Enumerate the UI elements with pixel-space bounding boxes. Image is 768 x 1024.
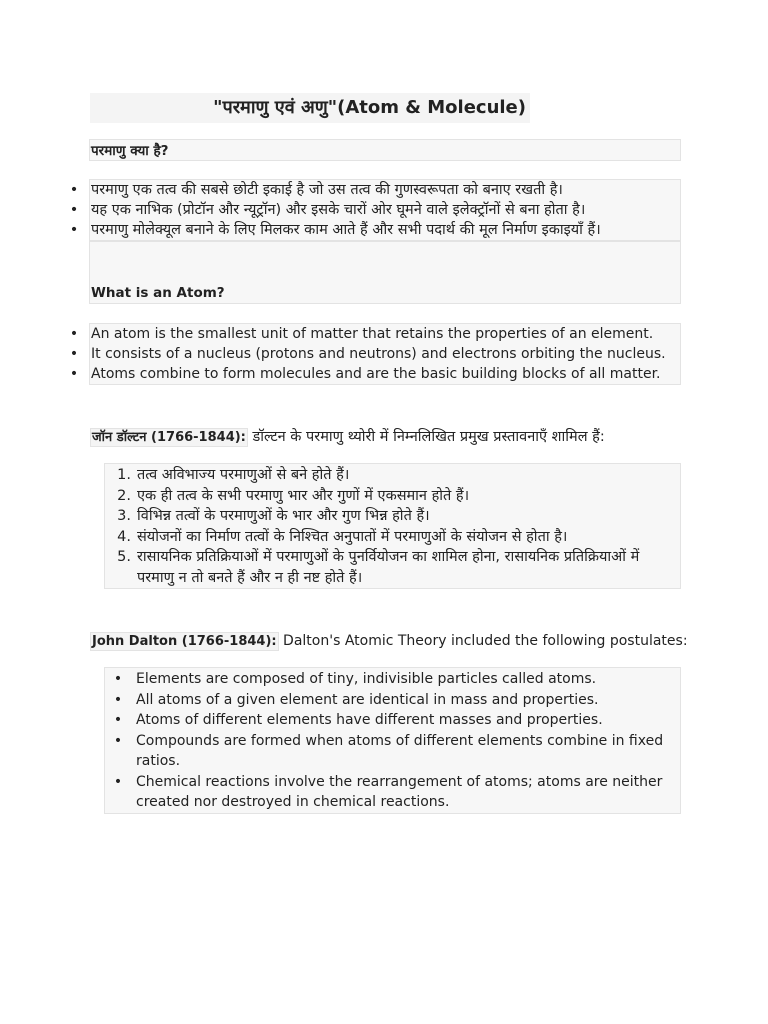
list-item: 5. रासायनिक प्रतिक्रियाओं में परमाणुओं के पुनर्वियोजन का शामिल होना, रासायनिक प्रतिक्रियाओं में परमाणु न तो बनते हैं और न ही नष्ट होते हैं।	[105, 547, 680, 588]
section-heading-english: What is an Atom?	[89, 241, 681, 304]
list-item: • All atoms of a given element are identical in mass and properties.	[105, 690, 680, 711]
list-item: • परमाणु एक तत्व की सबसे छोटी इकाई है जो उस तत्व की गुणस्वरूपता को बनाए रखती है।	[69, 182, 563, 198]
list-item: • यह एक नाभिक (प्रोटॉन और न्यूट्रॉन) और इसके चारों ओर घूमने वाले इलेक्ट्रॉनों से बना होता है।	[69, 202, 586, 218]
list-item: 4. संयोजनों का निर्माण तत्वों के निश्चित अनुपातों में परमाणुओं के संयोजन से होता है।	[105, 527, 680, 548]
dalton-postulates-english	[104, 667, 681, 814]
list-number: 3.	[117, 508, 131, 524]
list-number: 1.	[117, 467, 131, 483]
dalton-name-hindi: जॉन डॉल्टन (1766-1844):	[92, 430, 246, 445]
list-item: • Elements are composed of tiny, indivisible particles called atoms.	[105, 669, 680, 690]
bullet-icon: •	[69, 366, 79, 382]
dalton-postulates-hindi	[104, 463, 681, 589]
list-number: 4.	[117, 528, 131, 545]
bullet-icon: •	[113, 671, 123, 687]
list-item: • An atom is the smallest unit of matter that retains the properties of an element.	[69, 326, 654, 342]
bullet-icon: •	[113, 773, 123, 790]
list-item: 2. एक ही तत्व के सभी परमाणु भार और गुणों में एकसमान होते हैं।	[105, 486, 680, 507]
list-item: • परमाणु मोलेक्यूल बनाने के लिए मिलकर काम आते हैं और सभी पदार्थ की मूल निर्माण इकाइयाँ हैं।	[69, 222, 601, 238]
section-heading-hindi: परमाणु क्या है?	[89, 139, 681, 161]
atom-definition-list-english	[69, 323, 681, 385]
bullet-icon: •	[69, 326, 79, 342]
list-number: 5.	[117, 549, 131, 565]
bullet-icon: •	[113, 732, 123, 749]
list-item: • Compounds are formed when atoms of different elements combine in fixed ratios.	[113, 732, 664, 769]
dalton-intro-text-hindi: डॉल्टन के परमाणु थ्योरी में निम्नलिखित प्रमुख प्रस्तावनाएँ शामिल हैं:	[247, 429, 605, 445]
list-item: • Atoms of different elements have different masses and properties.	[105, 710, 680, 731]
dalton-intro-hindi	[90, 426, 605, 449]
list-item: • Chemical reactions involve the rearrangement of atoms; atoms are neither created nor destroyed in chemical reactions.	[113, 773, 663, 810]
dalton-name-english: John Dalton (1766-1844):	[92, 634, 277, 649]
dalton-intro-english	[90, 630, 688, 653]
bullet-icon: •	[113, 712, 123, 728]
dalton-intro-text-english: Dalton's Atomic Theory included the following postulates:	[278, 633, 688, 649]
atom-definition-list-hindi	[69, 179, 681, 241]
bullet-icon: •	[69, 202, 79, 218]
bullet-icon: •	[69, 182, 79, 198]
list-item: • Atoms combine to form molecules and are the basic building blocks of all matter.	[69, 366, 661, 382]
list-number: 2.	[117, 487, 131, 504]
list-item: • It consists of a nucleus (protons and neutrons) and electrons orbiting the nucleus.	[69, 346, 666, 362]
page-title: "परमाणु एवं अणु"(Atom & Molecule)	[90, 93, 530, 123]
bullet-icon: •	[113, 691, 123, 708]
list-item: 1. तत्व अविभाज्य परमाणुओं से बने होते हैं।	[105, 465, 680, 486]
list-item: 3. विभिन्न तत्वों के परमाणुओं के भार और गुण भिन्न होते हैं।	[105, 506, 680, 527]
bullet-icon: •	[69, 222, 79, 238]
bullet-icon: •	[69, 346, 79, 362]
